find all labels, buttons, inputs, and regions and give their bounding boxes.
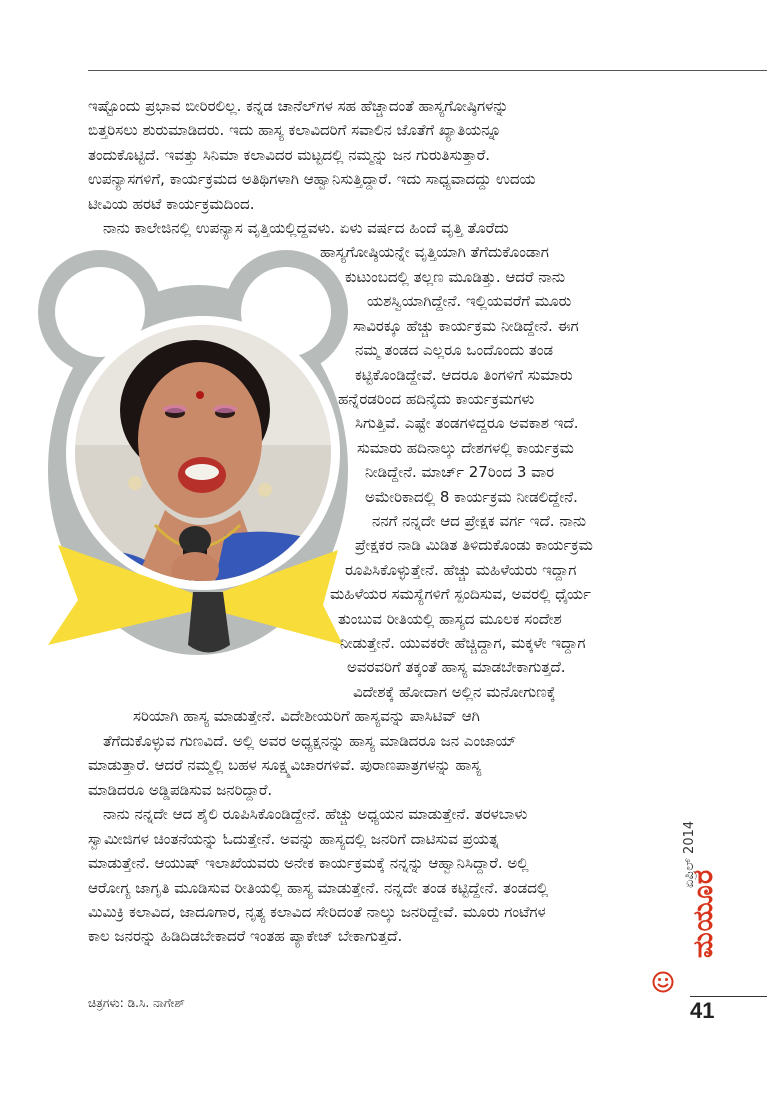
article-line: ಉಪನ್ಯಾಸಗಳಿಗೆ, ಕಾರ್ಯಕ್ರಮದ ಅತಿಥಿಗಳಾಗಿ ಆಹ್ವಾನಿಸುತ್ತಿದ್ದಾರೆ. ಇದು ಸಾಧ್ಯವಾದದ್ದು ಉದಯ <box>88 170 536 188</box>
article-line: ಕಟ್ಟಿಕೊಂಡಿದ್ದೇವೆ. ಆದರೂ ತಿಂಗಳಿಗೆ ಸುಮಾರು <box>355 366 573 384</box>
article-line: ಮಿಮಿಕ್ರಿ ಕಲಾವಿದ, ಜಾದೂಗಾರ, ನೃತ್ಯ ಕಲಾವಿದ ಸೇರಿದಂತೆ ನಾಲ್ಕು ಜನರಿದ್ದೇವೆ. ಮೂರು ಗಂಟೆಗಳ <box>88 903 546 921</box>
article-line: ಮಹಿಳೆಯರ ಸಮಸ್ಯೆಗಳಿಗೆ ಸ್ಪಂದಿಸುವ, ಅವರಲ್ಲಿ ಧೈರ್ಯ <box>330 585 591 603</box>
article-line: ಹಾಸ್ಯಗೋಷ್ಠಿಯನ್ನೇ ವೃತ್ತಿಯಾಗಿ ತೆಗೆದುಕೊಂಡಾಗ <box>320 243 549 261</box>
article-line: ನಾನು ಕಾಲೇಜಿನಲ್ಲಿ ಉಪನ್ಯಾಸ ವೃತ್ತಿಯಲ್ಲಿದ್ದವಳು. ಏಳು ವರ್ಷದ ಹಿಂದೆ ವೃತ್ತಿ ತೊರೆದು <box>103 219 509 237</box>
article-line: ಕುಟುಂಬದಲ್ಲಿ ತಲ್ಲಣ ಮೂಡಿತ್ತು. ಆದರೆ ನಾನು <box>345 268 565 286</box>
article-line: ರೂಪಿಸಿಕೊಳ್ಳುತ್ತೇನೆ. ಹೆಚ್ಚು ಮಹಿಳೆಯರು ಇದ್ದಾಗ <box>345 561 577 579</box>
article-line: ಬಿತ್ತರಿಸಲು ಶುರುಮಾಡಿದರು. ಇದು ಹಾಸ್ಯ ಕಲಾವಿದರಿಗೆ ಸವಾಲಿನ ಜೊತೆಗೆ ಖ್ಯಾತಿಯನ್ನೂ <box>88 121 502 139</box>
page-number: 41 <box>690 998 715 1023</box>
article-line: ಅವರವರಿಗೆ ತಕ್ಕಂತೆ ಹಾಸ್ಯ ಮಾಡಬೇಕಾಗುತ್ತದೆ. <box>347 658 566 676</box>
article-line: ನೀಡುತ್ತೇನೆ. ಯುವಕರೇ ಹೆಚ್ಚಿದ್ದಾಗ, ಮಕ್ಕಳೇ ಇದ್ದಾಗ <box>340 634 586 652</box>
article-line: ಸರಿಯಾಗಿ ಹಾಸ್ಯ ಮಾಡುತ್ತೇನೆ. ವಿದೇಶೀಯರಿಗೆ ಹಾಸ್ಯವನ್ನು ಪಾಸಿಟಿವ್ ಆಗಿ <box>133 707 480 725</box>
issue-month: ಏಪ್ರಿಲ್ 2014 <box>682 820 697 888</box>
article-line: ನಮ್ಮ ತಂಡದ ಎಲ್ಲರೂ ಒಂದೊಂದು ತಂಡ <box>355 341 554 359</box>
article-line: ಕಾಲ ಜನರನ್ನು ಹಿಡಿದಿಡಬೇಕಾದರೆ ಇಂತಹ ಪ್ಯಾಕೇಜ್ ಬೇಕಾಗುತ್ತದೆ. <box>88 927 403 945</box>
article-line: ಆರೋಗ್ಯ ಜಾಗೃತಿ ಮೂಡಿಸುವ ರೀತಿಯಲ್ಲಿ ಹಾಸ್ಯ ಮಾಡುತ್ತೇನೆ. ನನ್ನದೇ ತಂಡ ಕಟ್ಟಿದ್ದೇನೆ. ತಂಡದಲ್ಲಿ <box>88 879 549 897</box>
article-line: ಅಮೇರಿಕಾದಲ್ಲಿ 8 ಕಾರ್ಯಕ್ರಮ ನೀಡಲಿದ್ದೇನೆ. <box>365 488 578 506</box>
article-line: ತುಂಬುವ ರೀತಿಯಲ್ಲಿ ಹಾಸ್ಯದ ಮೂಲಕ ಸಂದೇಶ <box>338 610 562 628</box>
article-line: ನಾನು ನನ್ನದೇ ಆದ ಶೈಲಿ ರೂಪಿಸಿಕೊಂಡಿದ್ದೇನೆ. ಹೆಚ್ಚು ಅಧ್ಯಯನ ಮಾಡುತ್ತೇನೆ. ತರಳಬಾಳು <box>103 805 528 823</box>
article-line: ಇಷ್ಟೊಂದು ಪ್ರಭಾವ ಬೀರಿರಲಿಲ್ಲ. ಕನ್ನಡ ಚಾನೆಲ್‌ಗಳ ಸಹ ಹೆಚ್ಚಾದಂತೆ ಹಾಸ್ಯಗೋಷ್ಠಿಗಳನ್ನು <box>88 97 509 115</box>
article-line: ಸುಮಾರು ಹದಿನಾಲ್ಕು ದೇಶಗಳಲ್ಲಿ ಕಾರ್ಯಕ್ರಮ <box>357 439 574 457</box>
article-line: ತಂದುಕೊಟ್ಟಿದೆ. ಇವತ್ತು ಸಿನಿಮಾ ಕಲಾವಿದರ ಮಟ್ಟದಲ್ಲಿ ನಮ್ಮನ್ನು ಜನ ಗುರುತಿಸುತ್ತಾರೆ. <box>88 146 491 164</box>
article-line: ಸ್ವಾಮೀಜಿಗಳ ಚಿಂತನೆಯನ್ನು ಓದುತ್ತೇನೆ. ಅವನ್ನು ಹಾಸ್ಯದಲ್ಲಿ ಜನರಿಗೆ ದಾಟಿಸುವ ಪ್ರಯತ್ನ <box>88 830 499 848</box>
magazine-name: ಮಯೂರ <box>688 868 719 958</box>
top-rule <box>88 70 767 71</box>
article-line: ನನಗೆ ನನ್ನದೇ ಆದ ಪ್ರೇಕ್ಷಕ ವರ್ಗ ಇದೆ. ನಾನು <box>372 512 587 530</box>
article-line: ಯಶಸ್ವಿಯಾಗಿದ್ದೇನೆ. ಇಲ್ಲಿಯವರೆಗೆ ಮೂರು <box>367 292 572 310</box>
smiley-icon <box>652 971 674 993</box>
article-line: ಮಾಡುತ್ತೇನೆ. ಆಯುಷ್ ಇಲಾಖೆಯವರು ಅನೇಕ ಕಾರ್ಯಕ್ರಮಕ್ಕೆ ನನ್ನನ್ನು ಆಹ್ವಾನಿಸಿದ್ದಾರೆ. ಅಲ್ಲಿ <box>88 854 529 872</box>
article-line: ಮಾಡುತ್ತಾರೆ. ಆದರೆ ನಮ್ಮಲ್ಲಿ ಬಹಳ ಸೂಕ್ಷ್ಮವಿಚಾರಗಳಿವೆ. ಪುರಾಣಪಾತ್ರಗಳನ್ನು ಹಾಸ್ಯ <box>88 756 482 774</box>
article-line: ಮಾಡಿದರೂ ಅಡ್ಡಿಪಡಿಸುವ ಜನರಿದ್ದಾರೆ. <box>88 781 273 799</box>
article-line: ಪ್ರೇಕ್ಷಕರ ನಾಡಿ ಮಿಡಿತ ತಿಳಿದುಕೊಂಡು ಕಾರ್ಯಕ್ರಮ <box>355 536 593 554</box>
article-line: ಸಾವಿರಕ್ಕೂ ಹೆಚ್ಚು ಕಾರ್ಯಕ್ರಮ ನೀಡಿದ್ದೇನೆ. ಈಗ <box>353 317 579 335</box>
portrait-photo <box>75 325 331 581</box>
photo-credit: ಚಿತ್ರಗಳು: ಡಿ.ಸಿ. ನಾಗೇಶ್ <box>88 996 185 1010</box>
article-line: ಟೀವಿಯ ಹರಟೆ ಕಾರ್ಯಕ್ರಮದಿಂದ. <box>88 195 255 213</box>
article-line: ಹನ್ನೆರಡರಿಂದ ಹದಿನೈದು ಕಾರ್ಯಕ್ರಮಗಳು <box>338 390 535 408</box>
article-line: ನೀಡಿದ್ದೇನೆ. ಮಾರ್ಚ್ 27ರಿಂದ 3 ವಾರ <box>365 463 555 481</box>
article-line: ತೆಗೆದುಕೊಳ್ಳುವ ಗುಣವಿದೆ. ಅಲ್ಲಿ ಅವರ ಅಧ್ಯಕ್ಷನನ್ನು ಹಾಸ್ಯ ಮಾಡಿದರೂ ಜನ ಎಂಜಾಯ್ <box>103 732 517 750</box>
bottom-rule <box>690 996 767 997</box>
article-line: ಸಿಗುತ್ತಿವೆ. ಎಷ್ಟೇ ತಂಡಗಳಿದ್ದರೂ ಅವಕಾಶ ಇದೆ. <box>355 414 579 432</box>
article-line: ವಿದೇಶಕ್ಕೆ ಹೋದಾಗ ಅಲ್ಲಿನ ಮನೋಗುಣಕ್ಕೆ <box>353 683 556 701</box>
